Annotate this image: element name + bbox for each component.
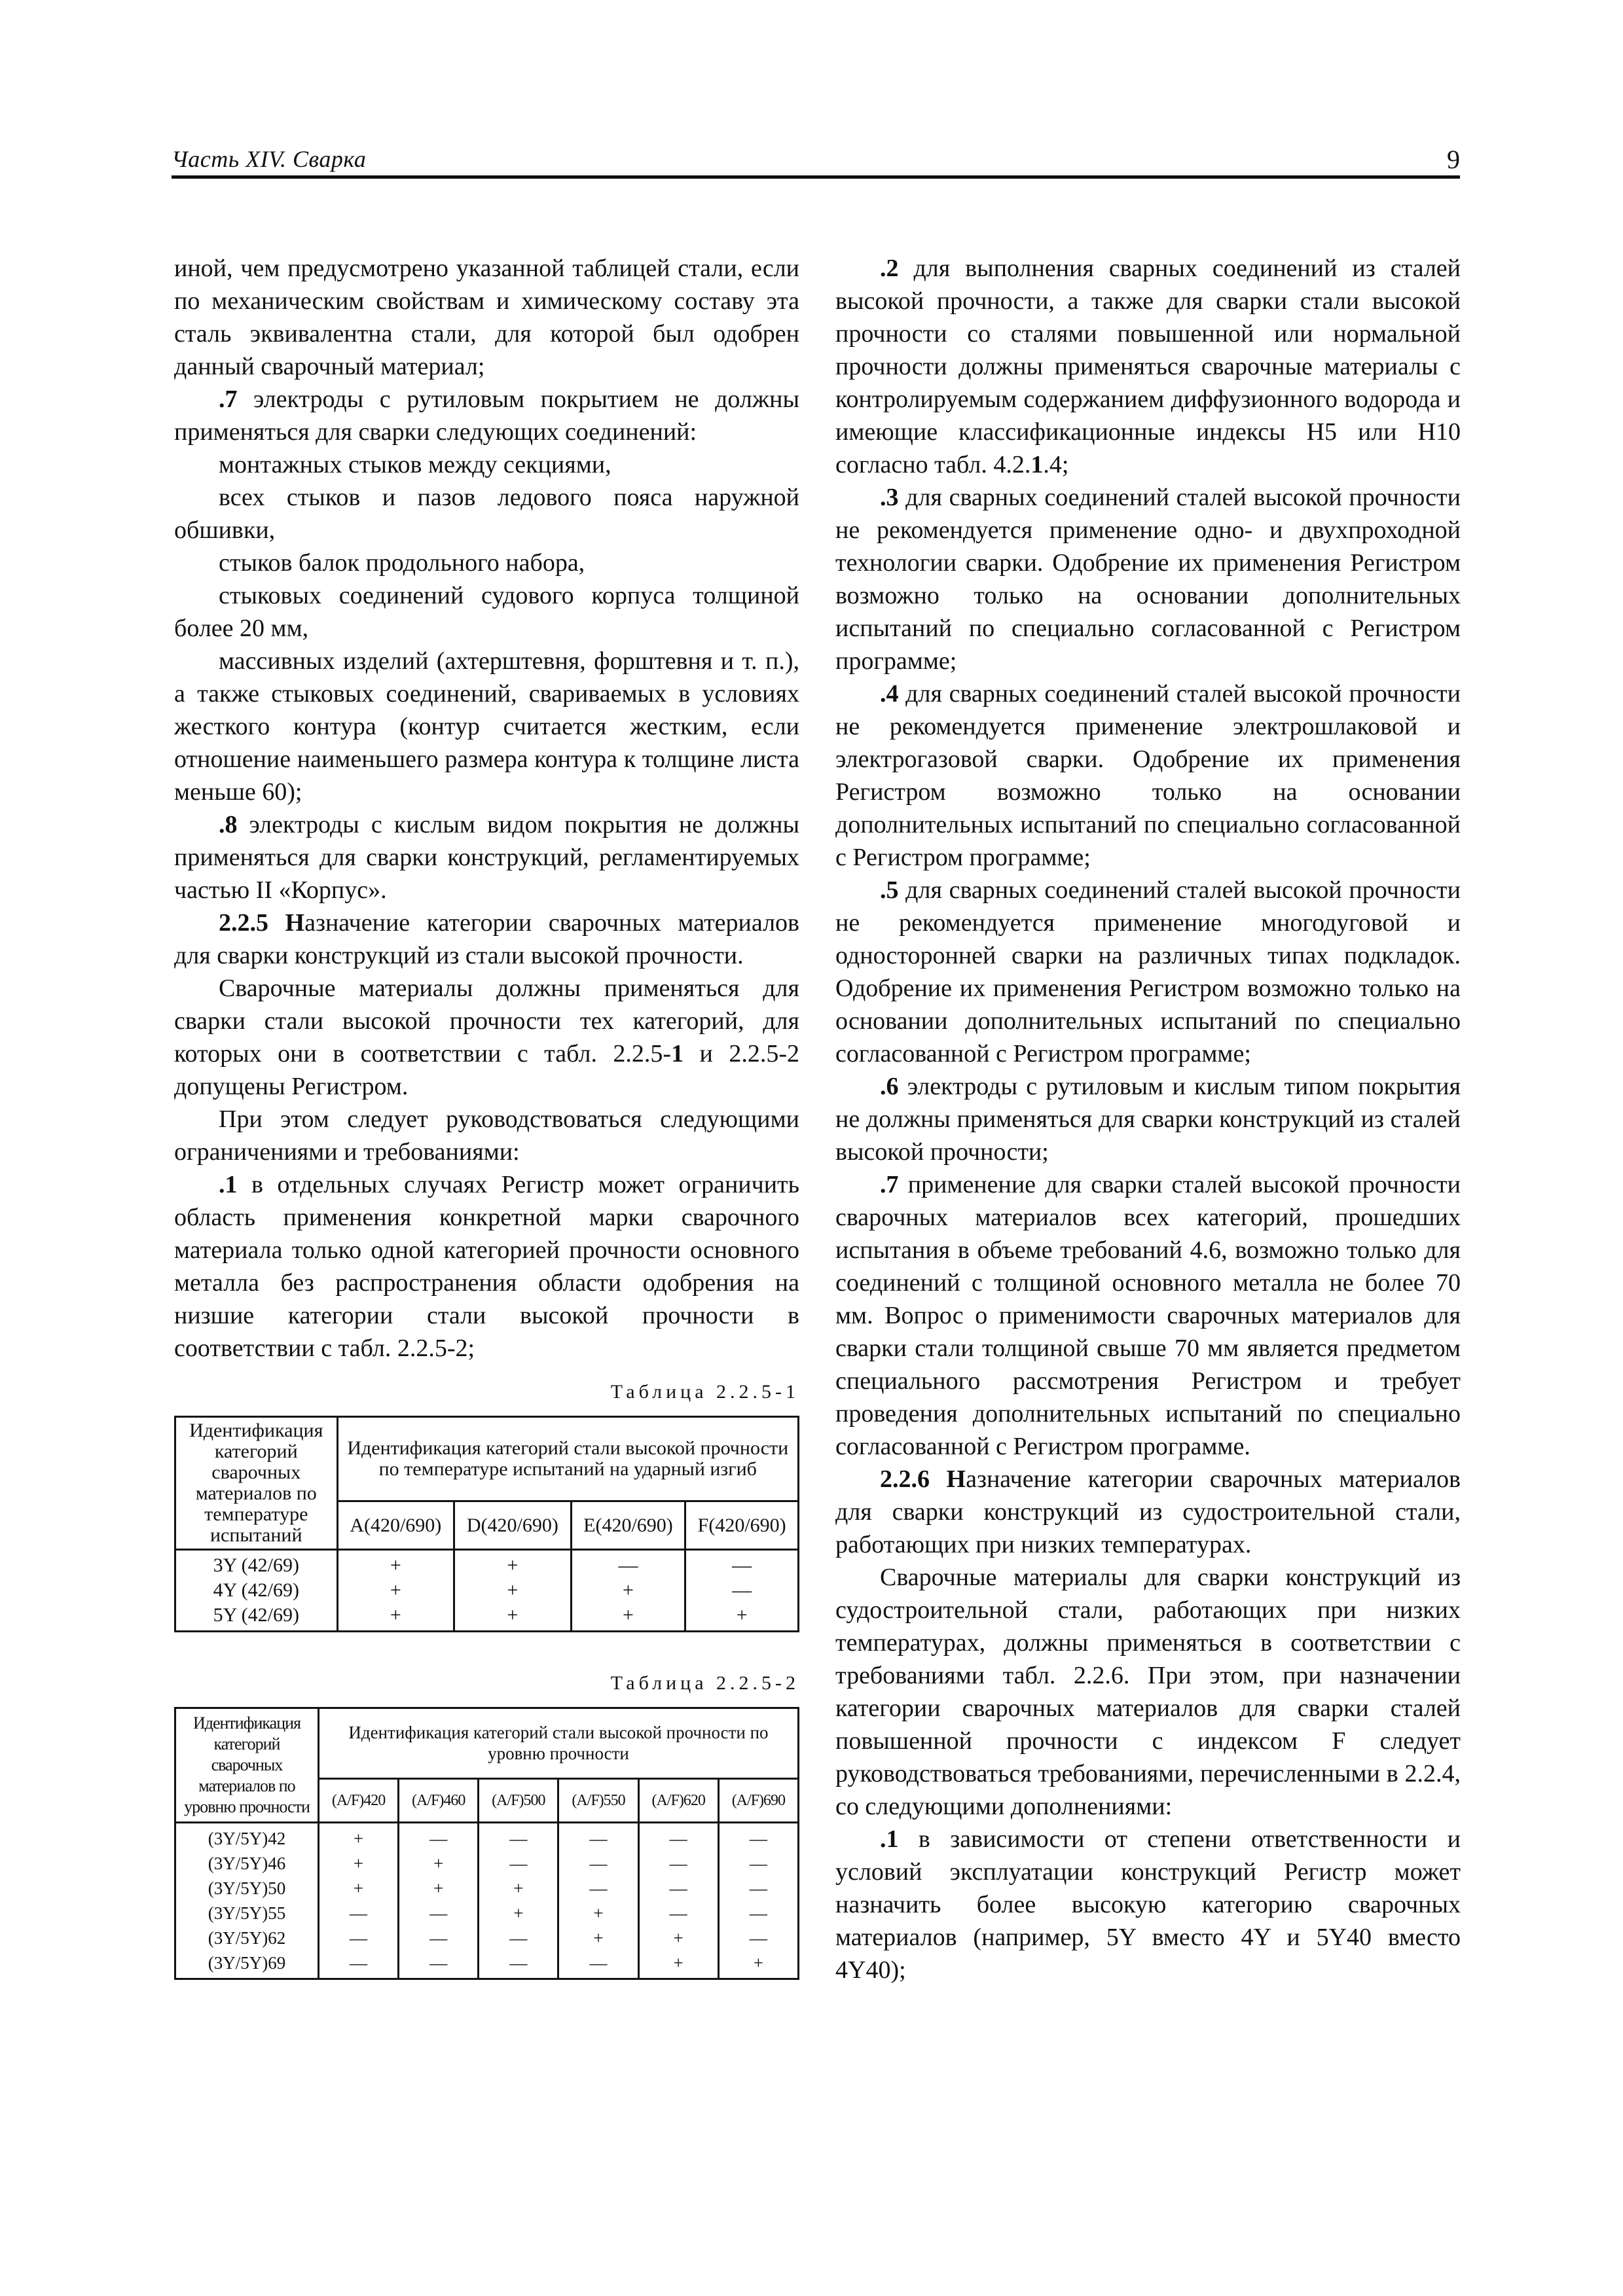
table-cell: — xyxy=(732,1554,752,1576)
section-title: азначение категории сварочных материалов для сварки конструкций из судостроительной стали, работающих при низких температурах. xyxy=(835,1465,1461,1558)
table-cell: + xyxy=(390,1604,401,1626)
table-cell: — xyxy=(429,1903,448,1923)
table-cell: — xyxy=(429,1928,448,1948)
section-heading-2-2-5 xyxy=(174,906,799,972)
table-cell: — xyxy=(732,1579,752,1601)
paragraph xyxy=(174,972,799,1103)
row-label: 5Y (42/69) xyxy=(213,1604,299,1626)
paragraph xyxy=(174,1168,799,1365)
table-cell: — xyxy=(429,1829,448,1848)
table-cell: + xyxy=(390,1579,401,1601)
row-label: (3Y/5Y)69 xyxy=(208,1953,286,1973)
table-cell: — xyxy=(618,1554,638,1576)
table-cell: — xyxy=(669,1854,687,1873)
table-cell: + xyxy=(433,1854,444,1873)
table-body xyxy=(175,1550,799,1632)
table-cell: + xyxy=(433,1878,444,1898)
table-cell: — xyxy=(509,1928,528,1948)
table-cell: + xyxy=(673,1953,684,1973)
table-cell: + xyxy=(673,1928,684,1948)
column-header: (A/F)620 xyxy=(638,1778,718,1822)
column-cells xyxy=(558,1823,638,1979)
table-cell: — xyxy=(589,1829,608,1848)
paragraph xyxy=(835,1823,1461,1986)
table-cell: + xyxy=(513,1903,524,1923)
paragraph-text: Сварочные материалы должны применяться для сварки стали высокой прочности тех категорий, для которых они в соответствии с табл. 2.2.5- xyxy=(174,975,799,1067)
paragraph-text: и 2.2.5-2 допущены Регистром. xyxy=(174,1040,799,1100)
paragraph-text: в зависимости от степени ответственности и условий эксплуатации конструкций Регистр может назначить более высокую категорию сварочных материалов (например, 5Y вместо 4Y и 5Y40 вместо 4Y40); xyxy=(835,1825,1461,1984)
paragraph xyxy=(174,808,799,906)
table-cell: — xyxy=(509,1854,528,1873)
page-number: 9 xyxy=(1447,145,1460,174)
list-item: всех стыков и пазов ледового пояса наружной обшивки, xyxy=(174,484,799,544)
paragraph: Сварочные материалы для сварки конструкций из судостроительной стали, работающих при низких температурах, должны применяться в соответствии с требованиями табл. 2.2.6. При этом, при назначении категории сварочных материалов для сварки сталей повышенной прочности с индексом F следует руководствоваться требованиями, перечисленными в 2.2.4, со следующими дополнениями: xyxy=(835,1564,1461,1820)
row-labels xyxy=(175,1823,319,1979)
page-header xyxy=(172,136,1460,179)
table-cell: + xyxy=(507,1579,519,1601)
table-cell: — xyxy=(669,1829,687,1848)
paragraph xyxy=(835,1070,1461,1168)
table-2-2-5-1 xyxy=(174,1416,799,1632)
table-col-header: Идентификация категорий стали высокой прочности по температуре испытаний на ударный изгиб xyxy=(337,1417,798,1501)
item-number: .5 xyxy=(880,876,899,904)
table-cell: + xyxy=(353,1829,364,1848)
item-number: .1 xyxy=(880,1825,899,1853)
table-cell: + xyxy=(623,1604,634,1626)
table-cell: + xyxy=(513,1878,524,1898)
table-cell: — xyxy=(589,1878,608,1898)
table-cell: — xyxy=(429,1953,448,1973)
table-cell: + xyxy=(593,1928,604,1948)
column-header: F(420/690) xyxy=(685,1501,799,1550)
table-cell: — xyxy=(669,1903,687,1923)
row-label: 4Y (42/69) xyxy=(213,1579,299,1601)
column-cells xyxy=(454,1550,572,1632)
table-cell: — xyxy=(589,1953,608,1973)
table-cell: + xyxy=(753,1953,763,1973)
paragraph-text: для сварных соединений сталей высокой прочности не рекомендуется применение одно- и двухпроходной технологии сварки. Одобрение их применения Регистром возможно только на основании дополнительных испытаний по специально согласованной с Регистром программе; xyxy=(835,484,1461,675)
table-row-header: Идентификация категорий сварочных материалов по температуре испытаний xyxy=(175,1417,338,1550)
item-number: .7 xyxy=(219,386,238,413)
header-title: Часть XIV. Сварка xyxy=(172,146,367,172)
paragraph-text: электроды с кислым видом покрытия не должны применяться для сварки конструкций, регламентируемых частью II «Корпус». xyxy=(174,811,799,904)
table-cell: — xyxy=(350,1928,368,1948)
paragraph xyxy=(174,383,799,448)
table-cell: + xyxy=(507,1554,519,1576)
bold-ref: 1 xyxy=(1030,451,1044,478)
list-item: монтажных стыков между секциями, xyxy=(219,451,611,478)
column-header: (A/F)420 xyxy=(318,1778,398,1822)
paragraph-text: .4; xyxy=(1043,451,1069,478)
table-cell: — xyxy=(350,1953,368,1973)
table-cell: — xyxy=(749,1878,767,1898)
table-cell: — xyxy=(749,1928,767,1948)
row-label: (3Y/5Y)62 xyxy=(208,1928,286,1948)
list-item: стыковых соединений судового корпуса толщиной более 20 мм, xyxy=(174,582,799,642)
row-label: (3Y/5Y)50 xyxy=(208,1878,286,1898)
item-number: .4 xyxy=(880,680,899,708)
table-cell: + xyxy=(353,1878,364,1898)
section-title: азначение категории сварочных материалов для сварки конструкций из стали высокой прочности. xyxy=(174,909,799,969)
column-header: A(420/690) xyxy=(337,1501,454,1550)
row-label: (3Y/5Y)55 xyxy=(208,1903,286,1923)
row-label: (3Y/5Y)42 xyxy=(208,1829,286,1848)
table-cell: + xyxy=(507,1604,519,1626)
table-caption-2-2-5-1: Таблица 2.2.5-1 xyxy=(610,1381,799,1403)
paragraph-text: применение для сварки сталей высокой прочности сварочных материалов всех категорий, прошедших испытания в объеме требований 4.6, возможно только для соединений с толщиной основного металла не более 70 мм. Вопрос о применимости сварочных материалов для сварки стали толщиной свыше 70 мм является предметом специального рассмотрения Регистром и требует проведения дополнительных испытаний по специально согласованной с Регистром программе. xyxy=(835,1171,1461,1460)
table-cell: + xyxy=(353,1854,364,1873)
table-cell: + xyxy=(736,1604,748,1626)
item-number: .7 xyxy=(880,1171,899,1198)
column-cells xyxy=(479,1823,558,1979)
paragraph xyxy=(835,252,1461,481)
list-item: массивных изделий (ахтерштевня, форштевня и т. п.), а также стыковых соединений, свариваемых в условиях жесткого контура (контур считается жестким, если отношение наименьшего размера контура к толщине листа меньше 60); xyxy=(174,647,799,806)
paragraph-text: для сварных соединений сталей высокой прочности не рекомендуется применение электрошлаковой и электрогазовой сварки. Одобрение их применения Регистром возможно только на основании дополнительных испытаний по специально согласованной с Регистром программе; xyxy=(835,680,1461,871)
section-heading-2-2-6 xyxy=(835,1463,1461,1561)
column-header: (A/F)550 xyxy=(558,1778,638,1822)
paragraph: иной, чем предусмотрено указанной таблицей стали, если по механическим свойствам и химическому составу эта сталь эквивалентна стали, для которой был одобрен данный сварочный материал; xyxy=(174,255,799,380)
row-labels xyxy=(175,1550,338,1632)
paragraph xyxy=(835,677,1461,874)
column-header: (A/F)690 xyxy=(718,1778,798,1822)
item-number: .6 xyxy=(880,1073,899,1100)
column-cells xyxy=(337,1550,454,1632)
row-label: (3Y/5Y)46 xyxy=(208,1854,286,1873)
row-label: 3Y (42/69) xyxy=(213,1554,299,1576)
table-cell: + xyxy=(593,1903,604,1923)
item-number: .8 xyxy=(219,811,238,838)
paragraph-text: для выполнения сварных соединений из сталей высокой прочности, а также для сварки стали высокой прочности со сталями повышенной или нормальной прочности должны применяться сварочные материалы с контролируемым содержанием диффузионного водорода и имеющие классификационные индексы H5 или H10 согласно табл. 4.2. xyxy=(835,255,1461,478)
item-number: .2 xyxy=(880,255,899,282)
table-row-header: Идентификация категорий сварочных материалов по уровню прочности xyxy=(175,1708,319,1823)
item-number: .3 xyxy=(880,484,899,511)
table-cell: — xyxy=(749,1854,767,1873)
paragraph xyxy=(835,874,1461,1070)
right-column xyxy=(835,252,1461,1986)
table-cell: — xyxy=(749,1829,767,1848)
paragraph-text: электроды с рутиловым и кислым типом покрытия не должны применяться для сварки конструкций из сталей высокой прочности; xyxy=(835,1073,1461,1166)
bold-ref: 1 xyxy=(671,1040,684,1067)
paragraph: При этом следует руководствоваться следующими ограничениями и требованиями: xyxy=(174,1105,799,1166)
paragraph-text: для сварных соединений сталей высокой прочности не рекомендуется применение многодуговой и односторонней сварки на различных типах подкладок. Одобрение их применения Регистром возможно только на основании дополнительных испытаний по специально согласованной с Регистром программе; xyxy=(835,876,1461,1067)
column-header: D(420/690) xyxy=(454,1501,572,1550)
column-cells xyxy=(318,1823,398,1979)
section-number: 2.2.6 Н xyxy=(880,1465,966,1493)
table-caption-2-2-5-2: Таблица 2.2.5-2 xyxy=(610,1672,799,1694)
paragraph-text: в отдельных случаях Регистр может ограничить область применения конкретной марки сварочного материала только одной категорией прочности основного металла без распространения области одобрения на низшие категории стали высокой прочности в соответствии с табл. 2.2.5-2; xyxy=(174,1171,799,1362)
column-header: E(420/690) xyxy=(571,1501,685,1550)
table-cell: + xyxy=(623,1579,634,1601)
column-header: (A/F)500 xyxy=(479,1778,558,1822)
column-cells xyxy=(399,1823,479,1979)
table-body xyxy=(175,1823,799,1979)
table-cell: — xyxy=(589,1854,608,1873)
table-cell: + xyxy=(390,1554,401,1576)
paragraph-text: электроды с рутиловым покрытием не должны применяться для сварки следующих соединений: xyxy=(174,386,799,446)
table-2-2-5-2 xyxy=(174,1707,799,1980)
item-number: .1 xyxy=(219,1171,238,1198)
paragraph xyxy=(835,1168,1461,1463)
table-cell: — xyxy=(749,1903,767,1923)
table-col-header: Идентификация категорий стали высокой прочности по уровню прочности xyxy=(318,1708,798,1779)
table-cell: — xyxy=(509,1829,528,1848)
section-number: 2.2.5 Н xyxy=(219,909,305,937)
table-cell: — xyxy=(350,1903,368,1923)
column-header: (A/F)460 xyxy=(399,1778,479,1822)
list-item: стыков балок продольного набора, xyxy=(219,549,585,577)
table-cell: — xyxy=(509,1953,528,1973)
column-cells xyxy=(571,1550,685,1632)
column-cells xyxy=(685,1550,799,1632)
left-column xyxy=(174,252,799,1980)
table-cell: — xyxy=(669,1878,687,1898)
paragraph xyxy=(835,481,1461,677)
column-cells xyxy=(718,1823,798,1979)
column-cells xyxy=(638,1823,718,1979)
